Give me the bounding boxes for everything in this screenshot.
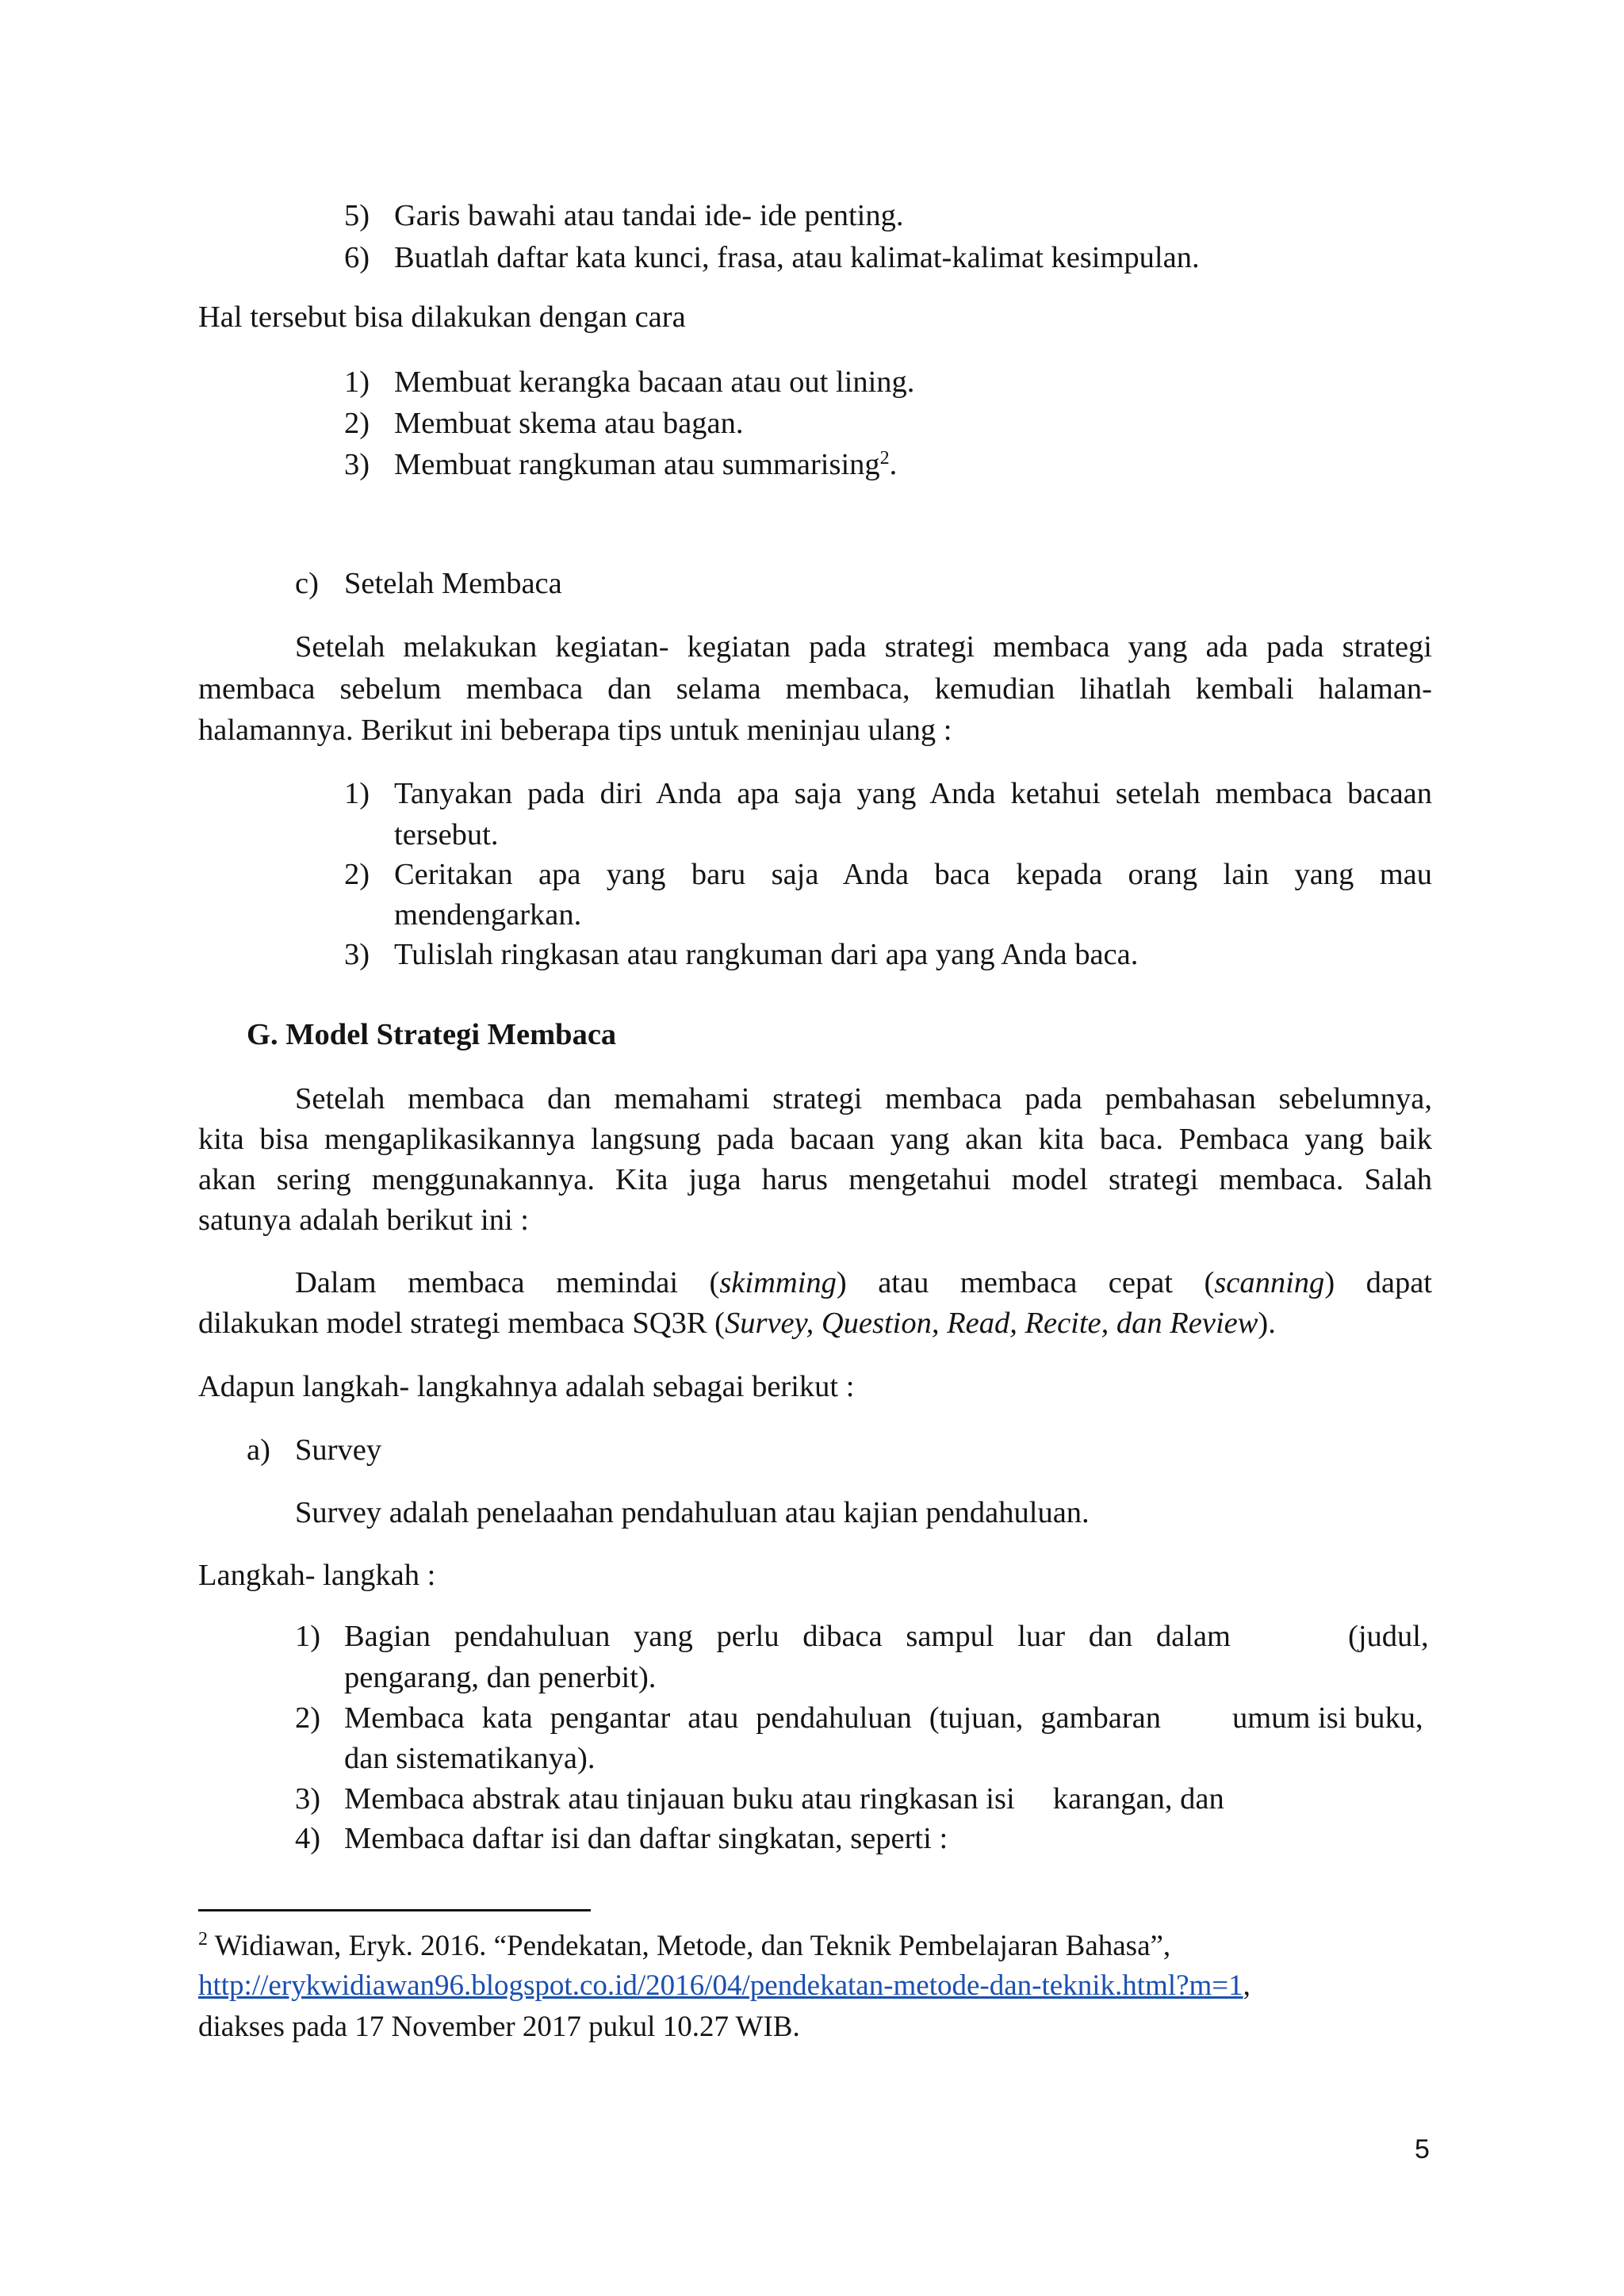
section-heading: Setelah Membaca (344, 567, 562, 600)
list-number: 5) (344, 199, 370, 232)
section-heading: G. Model Strategi Membaca (247, 1018, 617, 1051)
paragraph-line: membaca sebelum membaca dan selama membaca, kemudian lihatlah kembali halaman- (198, 672, 1432, 706)
list-number: 1) (344, 365, 370, 399)
list-number: 4) (295, 1822, 321, 1855)
list-number: 2) (344, 407, 370, 440)
footnote-reference: 2 (879, 448, 890, 469)
list-item: Membaca kata pengantar atau pendahuluan (tujuan, gambaran (344, 1701, 1161, 1735)
list-item: Membuat skema atau bagan. (394, 407, 744, 440)
footnote-marker: 2 (198, 1929, 208, 1950)
paragraph: Adapun langkah- langkahnya adalah sebagai berikut : (198, 1370, 855, 1403)
list-item-continuation: mendengarkan. (394, 898, 582, 932)
list-item: Membuat rangkuman atau summarising$^2$. (394, 448, 898, 481)
list-item-continuation: tersebut. (394, 818, 499, 851)
footnote-separator (198, 1909, 591, 1911)
paragraph-line: Dalam membaca memindai (skimming) atau membaca cepat (scanning) dapat (295, 1266, 1432, 1299)
section-marker: a) (247, 1433, 270, 1467)
paragraph-line: Setelah membaca dan memahami strategi membaca pada pembahasan sebelumnya, (295, 1082, 1432, 1115)
paragraph-line: dilakukan model strategi membaca SQ3R (Survey, Question, Read, Recite, dan Review). (198, 1307, 1276, 1340)
paragraph: Langkah- langkah : (198, 1559, 436, 1592)
list-item: umum isi buku, (1232, 1701, 1423, 1735)
paragraph: Survey adalah penelaahan pendahuluan atau kajian pendahuluan. (295, 1496, 1090, 1529)
list-number: 1) (344, 777, 370, 810)
list-item: Bagian pendahuluan yang perlu dibaca sampul luar dan dalam (344, 1620, 1231, 1653)
list-number: 3) (295, 1782, 321, 1816)
footnote-link[interactable]: http://erykwidiawan96.blogspot.co.id/2016/04/pendekatan-metode-dan-teknik.html?m=1 (198, 1969, 1243, 2002)
list-number: 3) (344, 938, 370, 971)
list-number: 2) (344, 858, 370, 891)
list-number: 2) (295, 1701, 321, 1735)
list-item: Garis bawahi atau tandai ide- ide penting. (394, 199, 904, 232)
list-item: Buatlah daftar kata kunci, frasa, atau kalimat-kalimat kesimpulan. (394, 241, 1200, 274)
footnote-line: diakses pada 17 November 2017 pukul 10.27 WIB. (198, 2011, 800, 2043)
list-item: Membuat kerangka bacaan atau out lining. (394, 365, 915, 399)
paragraph-line: halamannya. Berikut ini beberapa tips untuk meninjau ulang : (198, 714, 952, 747)
paragraph-line: satunya adalah berikut ini : (198, 1203, 529, 1237)
list-item-continuation: dan sistematikanya). (344, 1742, 596, 1775)
list-item: Tanyakan pada diri Anda apa saja yang Anda ketahui setelah membaca bacaan (394, 777, 1432, 810)
list-item: Membaca abstrak atau tinjauan buku atau ringkasan isi karangan, dan (344, 1782, 1224, 1816)
footnote-line: http://erykwidiawan96.blogspot.co.id/2016/04/pendekatan-metode-dan-teknik.html?m=1, (198, 1969, 1251, 2002)
footnote-line: $^2$ Widiawan, Eryk. 2016. “Pendekatan, Metode, dan Teknik Pembelajaran Bahasa”, (198, 1929, 1171, 1962)
paragraph-line: kita bisa mengaplikasikannya langsung pada bacaan yang akan kita baca. Pembaca yang baik (198, 1123, 1432, 1156)
subsection-heading: Survey (295, 1433, 382, 1467)
paragraph-line: akan sering menggunakannya. Kita juga harus mengetahui model strategi membaca. Salah (198, 1163, 1432, 1196)
list-item: (judul, (1348, 1620, 1429, 1653)
list-item: Tulislah ringkasan atau rangkuman dari apa yang Anda baca. (394, 938, 1139, 971)
list-item: Ceritakan apa yang baru saja Anda baca kepada orang lain yang mau (394, 858, 1432, 891)
list-item-continuation: pengarang, dan penerbit). (344, 1661, 657, 1694)
list-number: 6) (344, 241, 370, 274)
page-number: 5 (1415, 2134, 1430, 2164)
list-number: 3) (344, 448, 370, 481)
list-number: 1) (295, 1620, 321, 1653)
section-marker: c) (295, 567, 319, 600)
paragraph-line: Setelah melakukan kegiatan- kegiatan pada strategi membaca yang ada pada strategi (295, 630, 1432, 664)
list-item: Membaca daftar isi dan daftar singkatan, seperti : (344, 1822, 948, 1855)
paragraph: Hal tersebut bisa dilakukan dengan cara (198, 300, 686, 334)
